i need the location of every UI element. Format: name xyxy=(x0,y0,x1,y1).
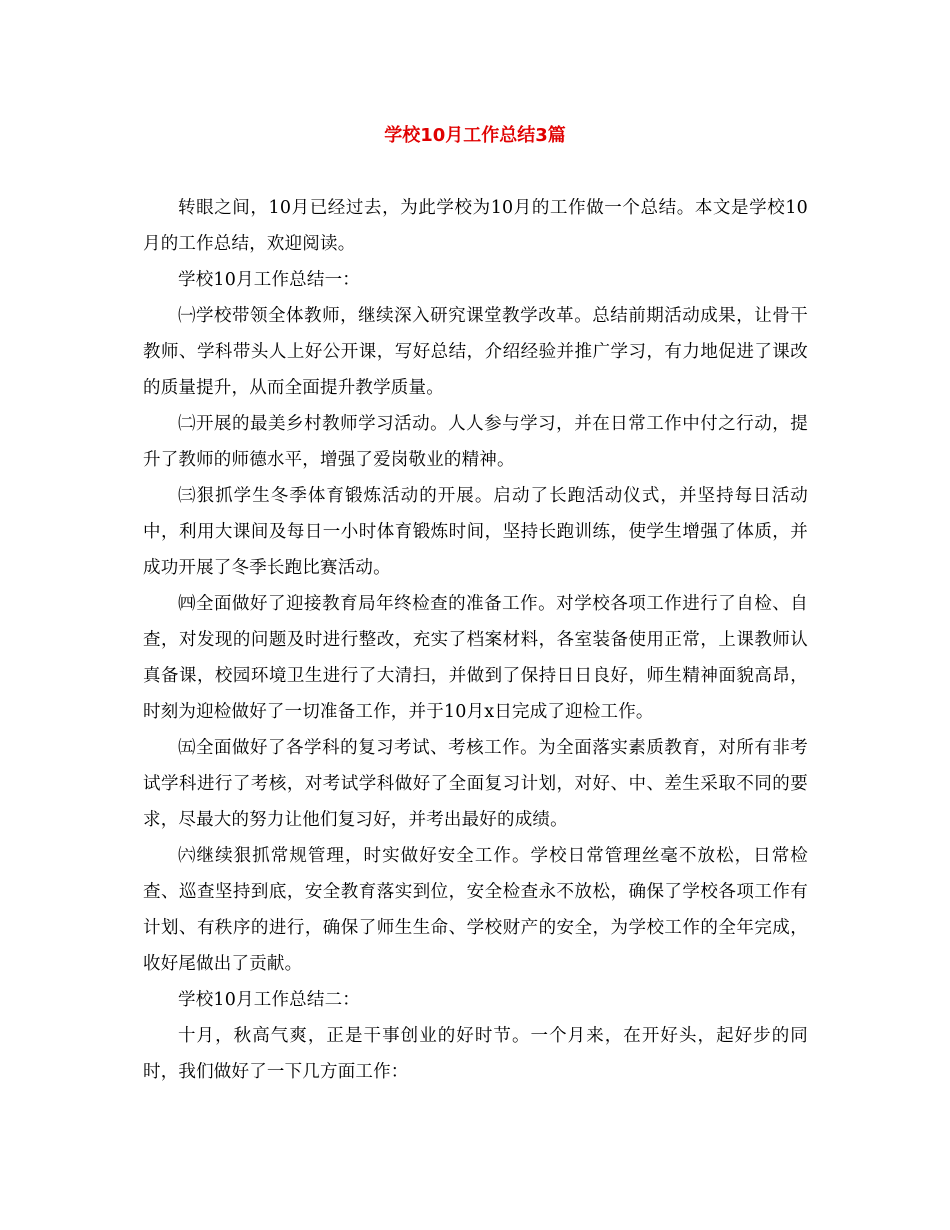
list-item: ㈠学校带领全体教师，继续深入研究课堂教学改革。总结前期活动成果，让骨干教师、学科带头人上好公开课，写好总结，介绍经验并推广学习，有力地促进了课改的质量提升，从而全面提升教学质量。 xyxy=(143,306,808,398)
list-item: ㈡开展的最美乡村教师学习活动。人人参与学习，并在日常工作中付之行动，提升了教师的师德水平，增强了爱岗敬业的精神。 xyxy=(143,414,808,470)
list-item: ㈢狠抓学生冬季体育锻炼活动的开展。启动了长跑活动仪式，并坚持每日活动中，利用大课间及每日一小时体育锻炼时间，坚持长跑训练，使学生增强了体质，并成功开展了冬季长跑比赛活动。 xyxy=(143,486,808,578)
intro-paragraph: 转眼之间，10月已经过去，为此学校为10月的工作做一个总结。本文是学校10月的工作总结，欢迎阅读。 xyxy=(143,198,808,254)
list-item: ㈥继续狠抓常规管理，时实做好安全工作。学校日常管理丝毫不放松，日常检查、巡查坚持到底，安全教育落实到位，安全检查永不放松，确保了学校各项工作有计划、有秩序的进行，确保了师生生命、学校财产的安全，为学校工作的全年完成，收好尾做出了贡献。 xyxy=(143,846,808,974)
document-body xyxy=(143,190,808,1090)
section-heading-two: 学校10月工作总结二： xyxy=(178,990,360,1010)
section-heading-one: 学校10月工作总结一： xyxy=(178,270,360,290)
body-paragraph: 十月，秋高气爽，正是干事创业的好时节。一个月来，在开好头，起好步的同时，我们做好了一下几方面工作： xyxy=(143,1026,808,1082)
list-item: ㈣全面做好了迎接教育局年终检查的准备工作。对学校各项工作进行了自检、自查，对发现的问题及时进行整改，充实了档案材料，各室装备使用正常，上课教师认真备课，校园环境卫生进行了大清扫，并做到了保持日日良好，师生精神面貌高昂，时刻为迎检做好了一切准备工作，并于10月x日完成了迎检工作。 xyxy=(143,594,808,722)
list-item: ㈤全面做好了各学科的复习考试、考核工作。为全面落实素质教育，对所有非考试学科进行了考核，对考试学科做好了全面复习计划，对好、中、差生采取不同的要求，尽最大的努力让他们复习好，并考出最好的成绩。 xyxy=(143,738,808,830)
document-title: 学校10月工作总结3篇 xyxy=(384,125,566,146)
